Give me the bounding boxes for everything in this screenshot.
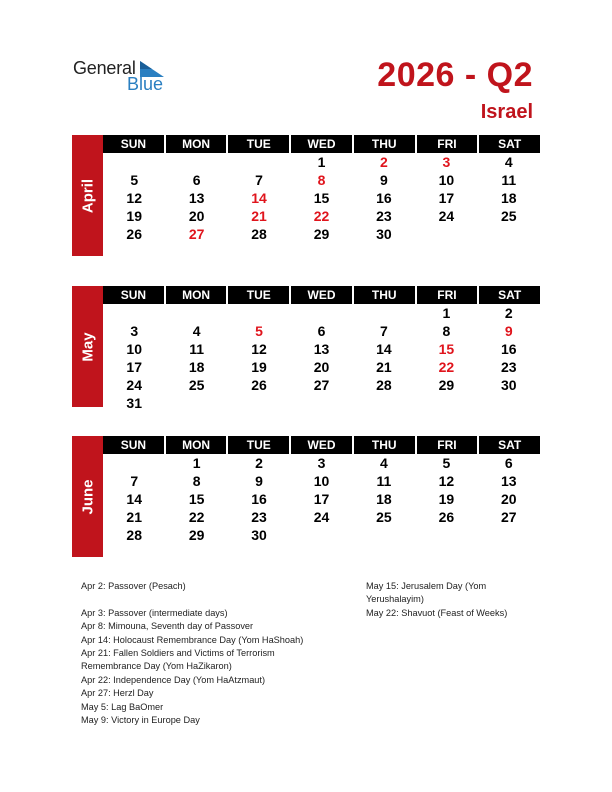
day-cell: 23 [376,208,392,224]
day-cell: 27 [500,509,517,525]
day-cell: 3 [130,323,139,339]
holiday-note: Apr 14: Holocaust Remembrance Day (Yom HaShoah) [81,634,304,645]
day-cell: 22 [188,509,205,525]
month-block-june [72,436,540,557]
day-cell: 10 [313,473,330,489]
empty-day-cell [290,304,352,322]
month-label [72,286,103,407]
weekday-wed: WED [291,286,354,304]
day-cell: 25 [188,377,205,393]
day-cell: 4 [192,323,201,339]
page-title: 2026 - Q2 [377,56,533,94]
empty-day-cell [103,153,165,171]
month-block-may [72,286,540,411]
weekday-header [103,286,540,304]
day-cell: 10 [438,172,455,188]
weekday-sat: SAT [498,438,522,452]
note-spacer [81,593,303,606]
weekday-fri: FRI [417,135,480,153]
day-cell: 7 [130,473,139,489]
calendar-grid [103,286,540,412]
holiday-note: Apr 22: Independence Day (Yom HaAtzmaut) [81,674,266,685]
empty-day-cell [228,304,290,322]
logo-text-general: General [73,58,136,78]
day-cell: 16 [251,491,267,507]
logo-text-blue: Blue [127,74,164,94]
weekday-header [103,436,540,454]
day-cell: 27 [313,377,330,393]
day-cell: 8 [192,473,201,489]
day-cell: 5 [442,455,451,471]
day-cell: 18 [376,491,392,507]
weekday-sat: SAT [498,288,522,302]
day-cell: 23 [251,509,267,525]
day-cell: 7 [380,323,388,339]
day-cell: 28 [126,527,142,543]
holiday-day-cell: 5 [255,323,263,339]
day-cell: 13 [313,341,330,357]
day-cell: 17 [313,491,330,507]
day-cell: 28 [376,377,392,393]
holiday-note: Remembrance Day (Yom HaZikaron) [81,661,232,672]
weekday-mon: MON [166,286,229,304]
weekday-thu: THU [354,436,417,454]
general-blue-logo [73,58,183,98]
weekday-wed: WED [291,135,354,153]
holiday-note: May 5: Lag BaOmer [81,701,164,712]
day-cell: 20 [188,208,205,224]
day-cell: 12 [251,341,267,357]
day-cell: 25 [376,509,392,525]
empty-day-cell [228,153,290,171]
weekday-tue: TUE [228,286,291,304]
day-cell: 21 [126,509,142,525]
holiday-day-cell: 22 [438,359,455,375]
day-cell: 1 [192,455,201,471]
holiday-day-cell: 8 [317,172,326,188]
holiday-day-cell: 3 [442,154,451,170]
day-cell: 10 [126,341,142,357]
weekday-sun: SUN [103,135,166,153]
day-cell: 13 [500,473,517,489]
day-cell: 14 [126,491,142,507]
weekday-sat: SAT [498,137,522,151]
holiday-day-cell: 15 [438,341,455,357]
day-cell: 13 [188,190,205,206]
day-cell: 16 [500,341,517,357]
day-cell: 17 [126,359,142,375]
day-cell: 24 [438,208,455,224]
weekday-thu: THU [354,286,417,304]
day-cell: 30 [251,527,267,543]
day-cell: 2 [504,305,513,321]
day-cell: 11 [501,172,517,188]
day-cell: 28 [251,226,267,242]
day-rows [103,304,540,412]
day-cell: 29 [313,226,330,242]
day-cell: 8 [442,323,451,339]
holiday-day-cell: 27 [188,226,205,242]
day-cell: 15 [313,190,330,206]
holiday-note: Yerushalayim) [366,594,424,605]
day-cell: 25 [500,208,517,224]
day-cell: 2 [255,455,263,471]
weekday-thu: THU [354,135,417,153]
day-cell: 29 [188,527,205,543]
day-cell: 31 [126,395,142,411]
calendar-grid [103,135,540,243]
empty-day-cell [103,454,165,472]
month-name: April [79,178,96,213]
holiday-day-cell: 14 [251,190,267,206]
holiday-day-cell: 21 [251,208,267,224]
day-cell: 14 [376,341,392,357]
day-cell: 4 [380,455,388,471]
empty-day-cell [165,153,227,171]
country-name: Israel [480,101,533,123]
holiday-note: Apr 21: Fallen Soldiers and Victims of Terrorism [81,648,275,659]
day-cell: 20 [500,491,517,507]
day-rows [103,153,540,243]
day-rows [103,454,540,544]
day-cell: 21 [376,359,392,375]
day-cell: 4 [504,154,513,170]
weekday-mon: MON [166,436,229,454]
day-cell: 6 [317,323,326,339]
holiday-note: Apr 27: Herzl Day [81,688,154,699]
day-cell: 17 [438,190,455,206]
day-cell: 24 [313,509,330,525]
holiday-day-cell: 2 [380,154,388,170]
weekday-sun: SUN [103,436,166,454]
weekday-tue: TUE [228,135,291,153]
day-cell: 26 [126,226,142,242]
holiday-notes-right [366,580,507,620]
holiday-note: Apr 3: Passover (intermediate days) [81,607,228,618]
day-cell: 20 [313,359,330,375]
weekday-tue: TUE [228,436,291,454]
day-cell: 19 [251,359,267,375]
day-cell: 18 [188,359,205,375]
day-cell: 11 [189,341,205,357]
day-cell: 11 [376,473,392,489]
month-name: June [79,478,96,515]
day-cell: 23 [500,359,517,375]
day-cell: 30 [376,226,392,242]
day-cell: 19 [438,491,455,507]
holiday-notes-left [81,580,303,727]
day-cell: 1 [442,305,451,321]
day-cell: 16 [376,190,392,206]
day-cell: 7 [255,172,263,188]
holiday-note: May 9: Victory in Europe Day [81,715,200,726]
empty-day-cell [103,304,165,322]
day-cell: 5 [130,172,139,188]
day-cell: 12 [126,190,142,206]
day-cell: 24 [126,377,142,393]
holiday-day-cell: 9 [504,323,513,339]
month-block-april [72,135,540,256]
holiday-note: May 22: Shavuot (Feast of Weeks) [366,607,508,618]
weekday-header [103,135,540,153]
calendar-grid [103,436,540,544]
weekday-wed: WED [291,436,354,454]
day-cell: 9 [255,473,263,489]
month-label [72,436,103,557]
holiday-day-cell: 22 [313,208,330,224]
day-cell: 12 [438,473,455,489]
holiday-note: Apr 8: Mimouna, Seventh day of Passover [81,621,254,632]
day-cell: 1 [317,154,326,170]
day-cell: 19 [126,208,142,224]
day-cell: 3 [317,455,326,471]
weekday-mon: MON [166,135,229,153]
day-cell: 26 [438,509,455,525]
day-cell: 30 [500,377,517,393]
day-cell: 29 [438,377,455,393]
day-cell: 26 [251,377,267,393]
weekday-sun: SUN [103,286,166,304]
empty-day-cell [353,304,415,322]
holiday-note: May 15: Jerusalem Day (Yom [366,581,487,591]
day-cell: 6 [192,172,201,188]
month-label [72,135,103,256]
empty-day-cell [165,304,227,322]
holiday-note: Apr 2: Passover (Pesach) [81,581,186,591]
day-cell: 6 [504,455,513,471]
day-cell: 15 [188,491,205,507]
day-cell: 9 [380,172,388,188]
day-cell: 18 [500,190,517,206]
weekday-fri: FRI [417,436,480,454]
month-name: May [79,331,96,362]
weekday-fri: FRI [417,286,480,304]
